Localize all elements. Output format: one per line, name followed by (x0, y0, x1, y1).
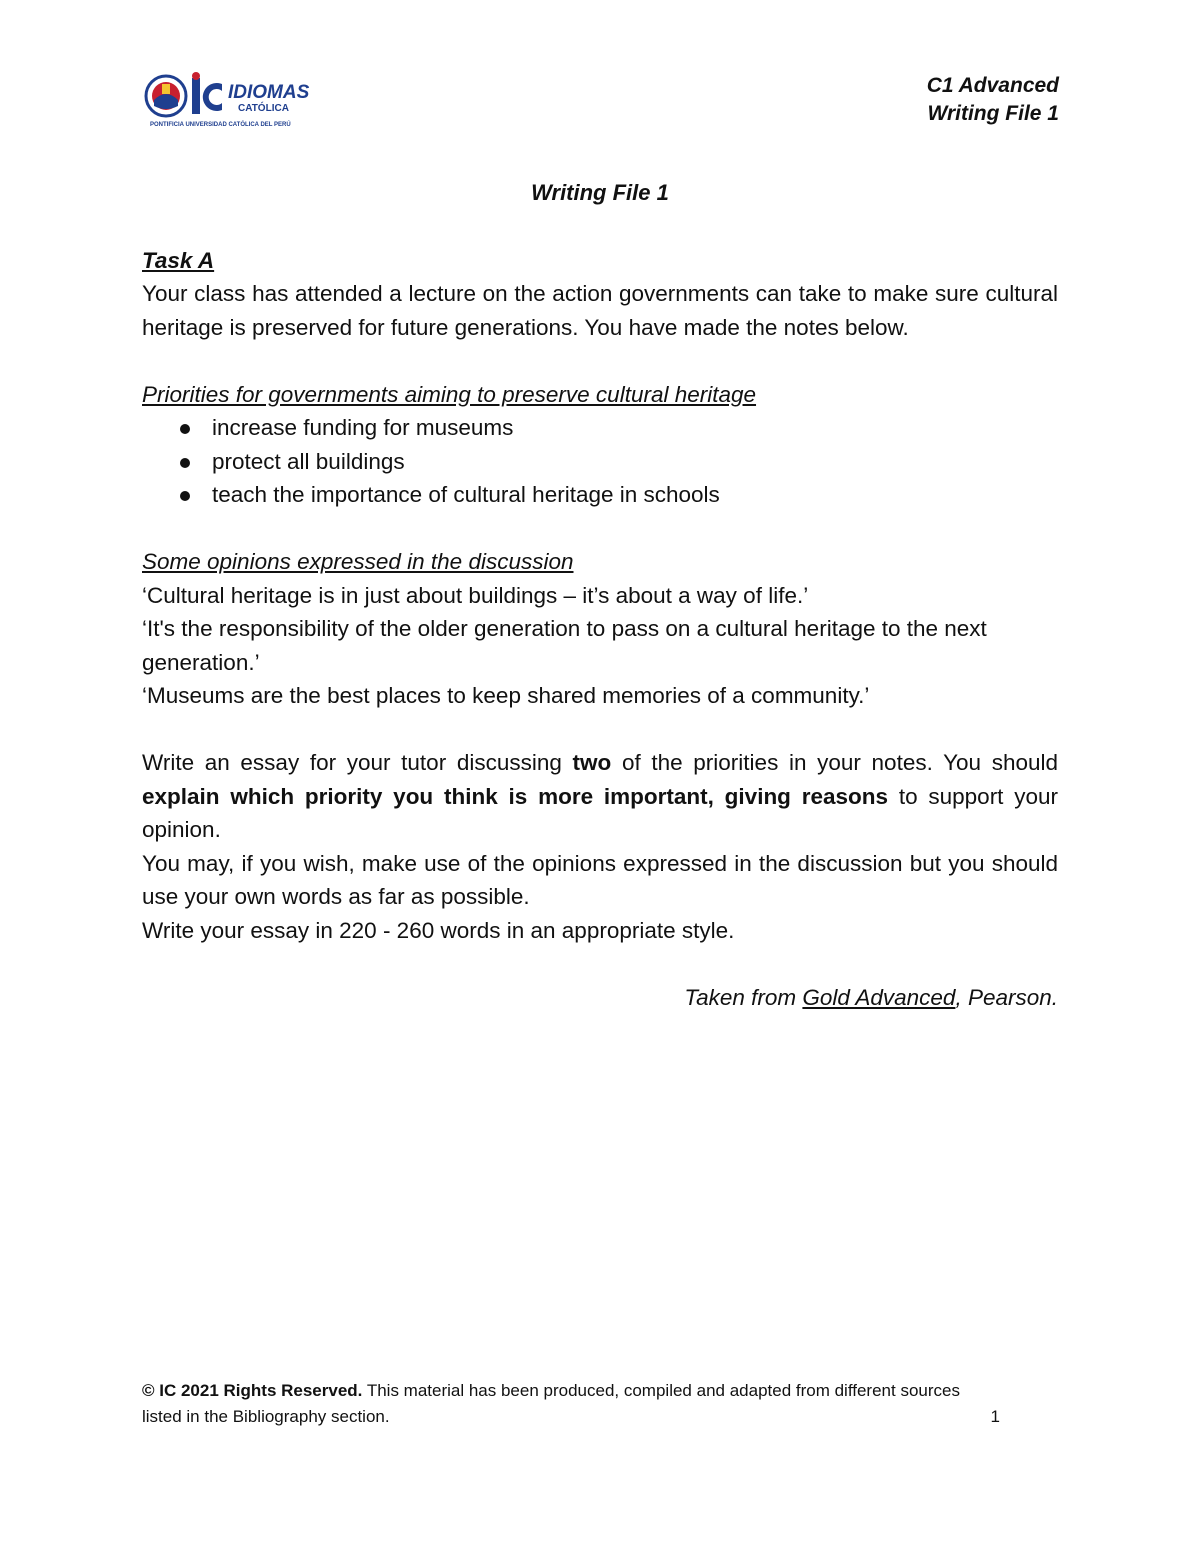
bullet-icon (180, 491, 190, 501)
list-item: teach the importance of cultural heritage in schools (180, 478, 1058, 512)
instructions-paragraph: Write an essay for your tutor discussing two of the priorities in your notes. You should explain which priority you think is more important, giving reasons to support your opinion. (142, 750, 1059, 842)
bullet-icon (180, 458, 190, 468)
file-name: Writing File 1 (927, 102, 1059, 125)
page-number: 1 (990, 1407, 1000, 1426)
header-meta (927, 72, 1059, 128)
course-level: C1 Advanced (926, 74, 1059, 97)
logo-university: PONTIFICIA UNIVERSIDAD CATÓLICA DEL PERÚ (150, 122, 291, 128)
bullet-icon (180, 424, 190, 434)
instructions-opinions-note: You may, if you wish, make use of the opinions expressed in the discussion but you should use your own words as far as possible. (142, 850, 1058, 909)
priorities-list (142, 411, 1058, 512)
logo-text: IDIOMAS (228, 82, 310, 103)
opinion-quote: ‘Museums are the best places to keep shared memories of a community.’ (142, 683, 870, 708)
task-label: Task A (142, 247, 215, 273)
main-content (142, 176, 1058, 1037)
opinion-quote: ‘It's the responsibility of the older generation to pass on a cultural heritage to the next generation.’ (142, 616, 987, 675)
instructions-word-count: Write your essay in 220 - 260 words in an appropriate style. (142, 917, 735, 943)
institution-logo (144, 70, 344, 130)
task-intro: Your class has attended a lecture on the action governments can take to make sure cultural heritage is preserved for future generations. You have made the notes below. (142, 281, 1058, 340)
priorities-title: Priorities for governments aiming to preserve cultural heritage (142, 381, 757, 407)
source-citation: Taken from Gold Advanced, Pearson. (684, 984, 1058, 1010)
list-item: increase funding for museums (180, 411, 1058, 445)
logo-subtext: CATÓLICA (238, 103, 289, 114)
page-title: Writing File 1 (531, 180, 669, 205)
copyright-notice: © IC 2021 Rights Reserved. This material has been produced, compiled and adapted from different sources listed in the Bibliography section. (142, 1381, 960, 1426)
page-footer (142, 1378, 1000, 1430)
opinions-title: Some opinions expressed in the discussion (142, 549, 574, 574)
list-item: protect all buildings (180, 445, 1058, 479)
source-book-title: Gold Advanced (802, 984, 956, 1010)
opinion-quote: ‘Cultural heritage is in just about buildings – it’s about a way of life.’ (142, 582, 809, 608)
